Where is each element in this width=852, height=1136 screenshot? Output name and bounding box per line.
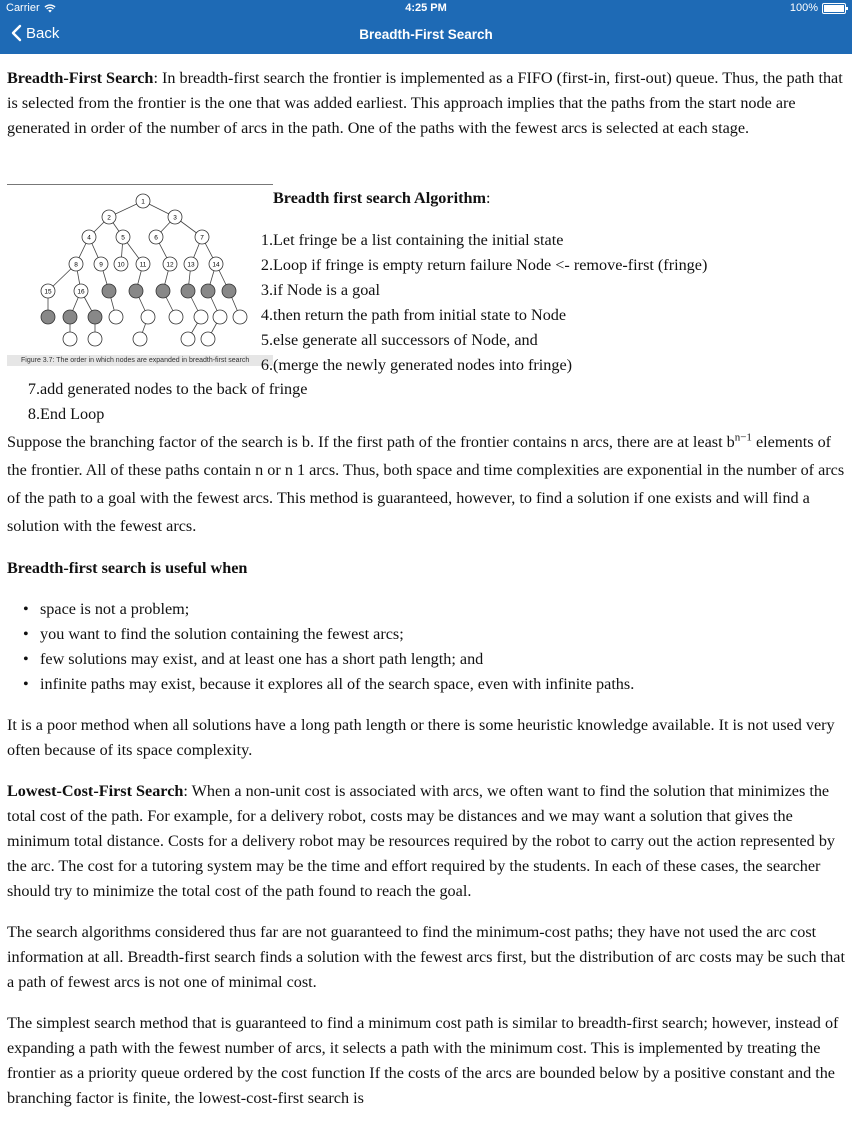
algorithm-step bbox=[260, 278, 707, 303]
step-number: 4. bbox=[260, 306, 273, 324]
tree-node bbox=[133, 332, 147, 346]
tree-node bbox=[63, 310, 77, 324]
tree-node-label: 3 bbox=[173, 214, 177, 222]
intro-paragraph bbox=[7, 66, 847, 141]
carrier-label: Carrier bbox=[6, 2, 40, 14]
tree-node-label: 12 bbox=[166, 261, 174, 269]
algorithm-step bbox=[260, 328, 707, 353]
lcfs-paragraph bbox=[7, 779, 847, 904]
complexity-text-2: elements of the frontier. All of these paths contain n or n 1 arcs. Thus, both space and time complexities are exponential in the number of arcs of the path to a goal with the fewest arcs. This method is guaranteed, however, to find a solution if one exists and will find a solution with the fewest arcs. bbox=[7, 433, 845, 535]
tree-node-label: 14 bbox=[212, 261, 220, 269]
tree-node bbox=[88, 332, 102, 346]
tree-node bbox=[141, 310, 155, 324]
algorithm-steps bbox=[260, 228, 708, 378]
step-number: 7. bbox=[27, 380, 40, 398]
intro-term: Breadth-First Search bbox=[7, 69, 154, 87]
tree-node bbox=[63, 332, 77, 346]
useful-list bbox=[7, 597, 847, 697]
intro-text: : In breadth-first search the frontier is implemented as a FIFO (first-in, first-out) queue. Thus, the path that is selected from the frontier is the one that was added earliest. This approach implies that the paths from the start node are generated in order of the number of arcs in the path. One of the paths with the fewest arcs is selected at each stage. bbox=[7, 69, 843, 137]
tree-node bbox=[222, 284, 236, 298]
tree-node bbox=[156, 284, 170, 298]
step-text: then return the path from initial state to Node bbox=[273, 306, 567, 324]
step-text: add generated nodes to the back of fringe bbox=[40, 380, 308, 398]
search-algorithms-paragraph: The search algorithms considered thus far are not guaranteed to find the minimum-cost paths; they have not used the arc cost information at all. Breadth-first search finds a solution with the fewest arcs first, but the distribution of arc costs may be such that a path of fewest arcs is not one of minimal cost. bbox=[7, 923, 845, 991]
page-title: Breadth-First Search bbox=[359, 27, 493, 42]
navigation-bar bbox=[0, 18, 852, 54]
list-item: • few solutions may exist, and at least one has a short path length; and bbox=[7, 647, 847, 672]
bfs-tree-figure bbox=[7, 184, 273, 371]
bfs-tree-diagram bbox=[7, 189, 273, 357]
tree-node-label: 16 bbox=[77, 288, 85, 296]
battery-indicator bbox=[790, 2, 846, 14]
tree-node bbox=[109, 310, 123, 324]
complexity-exponent: n−1 bbox=[734, 431, 752, 444]
list-item: • space is not a problem; bbox=[7, 597, 847, 622]
tree-node-label: 8 bbox=[74, 261, 78, 269]
tree-node-label: 5 bbox=[121, 234, 125, 242]
tree-node-label: 1 bbox=[141, 198, 145, 206]
algorithm-title-text: Breadth first search Algorithm bbox=[273, 189, 486, 207]
tree-node-label: 9 bbox=[99, 261, 103, 269]
poor-method-paragraph: It is a poor method when all solutions have a long path length or there is some heuristic knowledge available. It is not used very often because of its space complexity. bbox=[7, 716, 835, 759]
tree-node bbox=[181, 332, 195, 346]
step-text: else generate all successors of Node, and bbox=[273, 331, 538, 349]
figure-caption: Figure 3.7: The order in which nodes are expanded in breadth-first search bbox=[7, 355, 273, 366]
chevron-left-icon bbox=[10, 24, 22, 42]
tree-node-label: 7 bbox=[200, 234, 204, 242]
lcfs-term: Lowest-Cost-First Search bbox=[7, 782, 184, 800]
tree-node bbox=[102, 284, 116, 298]
step-number: 3. bbox=[260, 281, 273, 299]
tree-node-label: 2 bbox=[107, 214, 111, 222]
step-number: 1. bbox=[260, 231, 273, 249]
algorithm-step bbox=[260, 353, 707, 378]
tree-node-label: 11 bbox=[139, 261, 147, 269]
clock: 4:25 PM bbox=[405, 2, 447, 14]
tree-node bbox=[169, 310, 183, 324]
step-text: Loop if fringe is empty return failure Node <- remove-first (fringe) bbox=[273, 256, 708, 274]
back-label: Back bbox=[26, 24, 60, 42]
algorithm-title-suffix: : bbox=[485, 189, 491, 207]
tree-node-label: 6 bbox=[154, 234, 158, 242]
step-number: 2. bbox=[260, 256, 273, 274]
tree-node bbox=[41, 310, 55, 324]
step-text: if Node is a goal bbox=[273, 281, 380, 299]
tree-node-label: 10 bbox=[117, 261, 125, 269]
lcfs-text: : When a non-unit cost is associated with arcs, we often want to find the solution that minimizes the total cost of the path. For example, for a delivery robot, costs may be distances and we may want a solution that gives the minimum total distance. Costs for a delivery robot may be resources required by the robot to carry out the action represented by the arc. The cost for a tutoring system may be the time and effort required by the students. In each of these cases, the searcher should try to minimize the total cost of the path found to reach the goal. bbox=[7, 782, 836, 900]
step-text: End Loop bbox=[40, 405, 105, 423]
complexity-text-1: Suppose the branching factor of the search is b. If the first path of the frontier contains n arcs, there are at least bbox=[7, 433, 727, 451]
back-button[interactable] bbox=[10, 24, 59, 42]
algorithm-step bbox=[27, 377, 308, 402]
useful-heading: Breadth-first search is useful when bbox=[7, 559, 248, 577]
step-number: 5. bbox=[260, 331, 273, 349]
tree-node bbox=[181, 284, 195, 298]
status-bar bbox=[0, 0, 852, 18]
algorithm-title bbox=[273, 186, 490, 211]
tree-node-label: 4 bbox=[87, 234, 91, 242]
battery-percent: 100% bbox=[789, 2, 818, 14]
tree-node-label: 15 bbox=[44, 288, 52, 296]
tree-node bbox=[213, 310, 227, 324]
complexity-base: b bbox=[726, 433, 735, 451]
battery-icon bbox=[822, 3, 846, 14]
step-number: 6. bbox=[260, 356, 273, 374]
algorithm-step bbox=[260, 303, 707, 328]
step-text: Let fringe be a list containing the initial state bbox=[273, 231, 564, 249]
article-content bbox=[7, 66, 847, 1127]
step-text: (merge the newly generated nodes into fringe) bbox=[273, 356, 573, 374]
tree-node bbox=[201, 332, 215, 346]
list-item: • infinite paths may exist, because it explores all of the search space, even with infinite paths. bbox=[7, 672, 847, 697]
algorithm-step bbox=[260, 228, 707, 253]
algorithm-step bbox=[260, 253, 708, 278]
intro-and-algorithm bbox=[7, 66, 847, 423]
tree-node-label: 13 bbox=[187, 261, 195, 269]
tree-node bbox=[88, 310, 102, 324]
list-item: • you want to find the solution containing the fewest arcs; bbox=[7, 622, 847, 647]
complexity-paragraph bbox=[7, 428, 847, 540]
simplest-method-paragraph: The simplest search method that is guaranteed to find a minimum cost path is similar to breadth-first search; however, instead of expanding a path with the fewest number of arcs, it selects a path with the minimum cost. This is implemented by treating the frontier as a priority queue ordered by the cost function If the costs of the arcs are bounded below by a positive constant and the branching factor is finite, the lowest-cost-first search is bbox=[7, 1014, 839, 1107]
algorithm-step bbox=[27, 402, 307, 427]
algorithm-steps-continued bbox=[27, 377, 308, 427]
tree-node bbox=[194, 310, 208, 324]
tree-node bbox=[201, 284, 215, 298]
tree-node bbox=[129, 284, 143, 298]
step-number: 8. bbox=[27, 405, 40, 423]
